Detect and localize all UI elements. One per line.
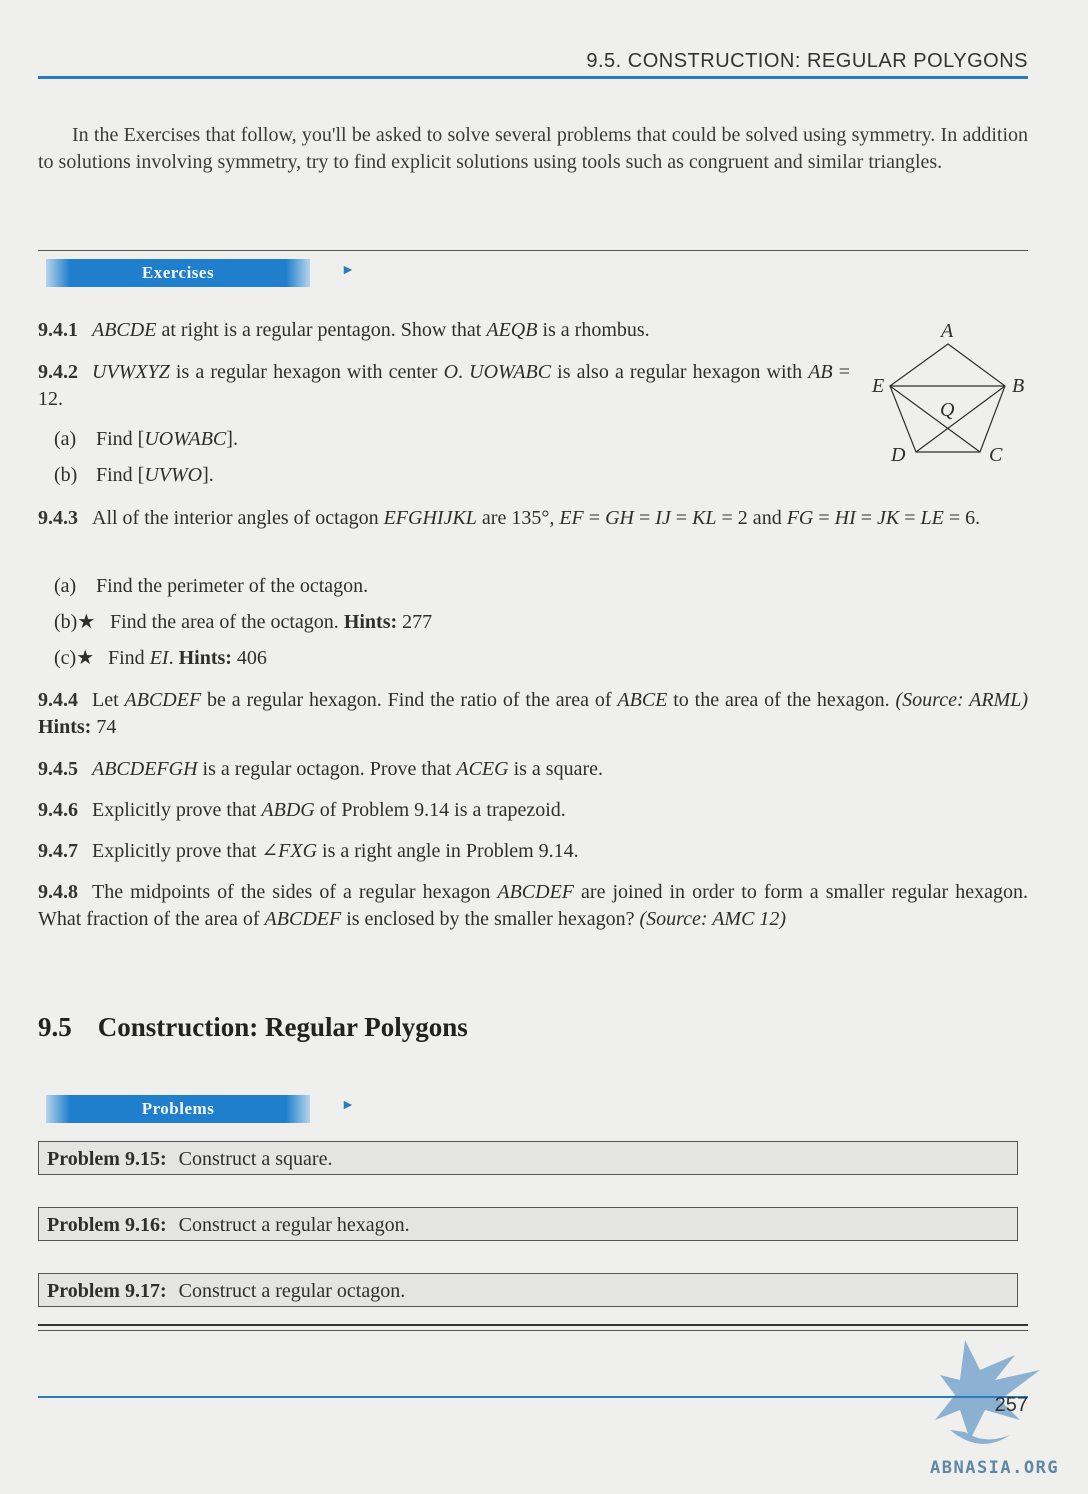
section-title: 9.5 Construction: Regular Polygons bbox=[38, 1012, 468, 1042]
exercise-9-4-5: 9.4.5 ABCDEFGH is a regular octagon. Prove that ACEG is a square. bbox=[38, 758, 603, 780]
exercise-9-4-2-part-a: (a) Find [UOWABC]. bbox=[54, 428, 238, 450]
exercise-9-4-2-part-b: (b) Find [UVWO]. bbox=[54, 464, 214, 486]
vertex-label-b: B bbox=[1012, 375, 1025, 397]
problems-end-rule-thin bbox=[38, 1330, 1028, 1331]
watermark-text: ABNASIA.ORG bbox=[930, 1458, 1060, 1478]
vertex-label-e: E bbox=[872, 375, 885, 397]
problems-arrow-icon: ► bbox=[341, 1098, 355, 1113]
point-label-q: Q bbox=[940, 399, 955, 421]
header-rule bbox=[38, 76, 1028, 79]
exercises-divider bbox=[38, 250, 1028, 251]
problems-banner: Problems bbox=[46, 1095, 310, 1123]
exercise-9-4-3-part-b: (b)★ Find the area of the octagon. Hints: 277 bbox=[54, 611, 433, 633]
vertex-label-a: A bbox=[941, 320, 954, 342]
problem-box-9-15: Problem 9.15: Construct a square. bbox=[38, 1141, 1018, 1175]
problems-end-rule bbox=[38, 1324, 1028, 1326]
exercises-banner: Exercises bbox=[46, 259, 310, 287]
problem-box-9-16: Problem 9.16: Construct a regular hexagon. bbox=[38, 1207, 1018, 1241]
exercise-9-4-4: 9.4.4 Let ABCDEF be a regular hexagon. Find the ratio of the area of ABCE to the area of the hexagon. (Source: ARML) Hints: 74 bbox=[38, 689, 1029, 738]
page-number: 257 bbox=[994, 1394, 1028, 1416]
exercise-9-4-7: 9.4.7 Explicitly prove that ∠FXG is a right angle in Problem 9.14. bbox=[38, 840, 579, 862]
diagonal-db bbox=[916, 386, 1005, 452]
exercise-9-4-3-part-a: (a) Find the perimeter of the octagon. bbox=[54, 575, 369, 597]
problem-box-9-17: Problem 9.17: Construct a regular octagon. bbox=[38, 1273, 1018, 1307]
exercise-9-4-3: 9.4.3 All of the interior angles of octagon EFGHIJKL are 135°, EF = GH = IJ = KL = 2 and FG = HI = JK = LE = 6. bbox=[38, 507, 981, 529]
exercise-9-4-1: 9.4.1 ABCDE at right is a regular pentagon. Show that AEQB is a rhombus. bbox=[38, 319, 650, 341]
footer-rule bbox=[38, 1396, 1028, 1398]
running-header: 9.5. CONSTRUCTION: REGULAR POLYGONS bbox=[586, 50, 1028, 72]
exercises-arrow-icon: ► bbox=[341, 263, 355, 278]
exercise-9-4-6: 9.4.6 Explicitly prove that ABDG of Problem 9.14 is a trapezoid. bbox=[38, 799, 566, 821]
vertex-label-d: D bbox=[891, 444, 906, 466]
intro-paragraph: In the Exercises that follow, you'll be asked to solve several problems that could be solved using symmetry. In addition to solutions involving symmetry, try to find explicit solutions using tools such as congruent and similar triangles. bbox=[38, 124, 1028, 173]
exercise-9-4-3-part-c: (c)★ Find EI. Hints: 406 bbox=[54, 647, 267, 669]
exercise-9-4-2: 9.4.2 UVWXYZ is a regular hexagon with center O. UOWABC is also a regular hexagon with AB = 12. bbox=[38, 361, 851, 410]
exercise-9-4-8: 9.4.8 The midpoints of the sides of a regular hexagon ABCDEF are joined in order to form a smaller regular hexagon. What fraction of the area of ABCDEF is enclosed by the smaller hexagon? (Source: AMC 12) bbox=[38, 881, 1028, 930]
watermark-dragon-logo bbox=[925, 1330, 1050, 1455]
vertex-label-c: C bbox=[989, 444, 1003, 466]
pentagon-diagram bbox=[860, 312, 1040, 472]
